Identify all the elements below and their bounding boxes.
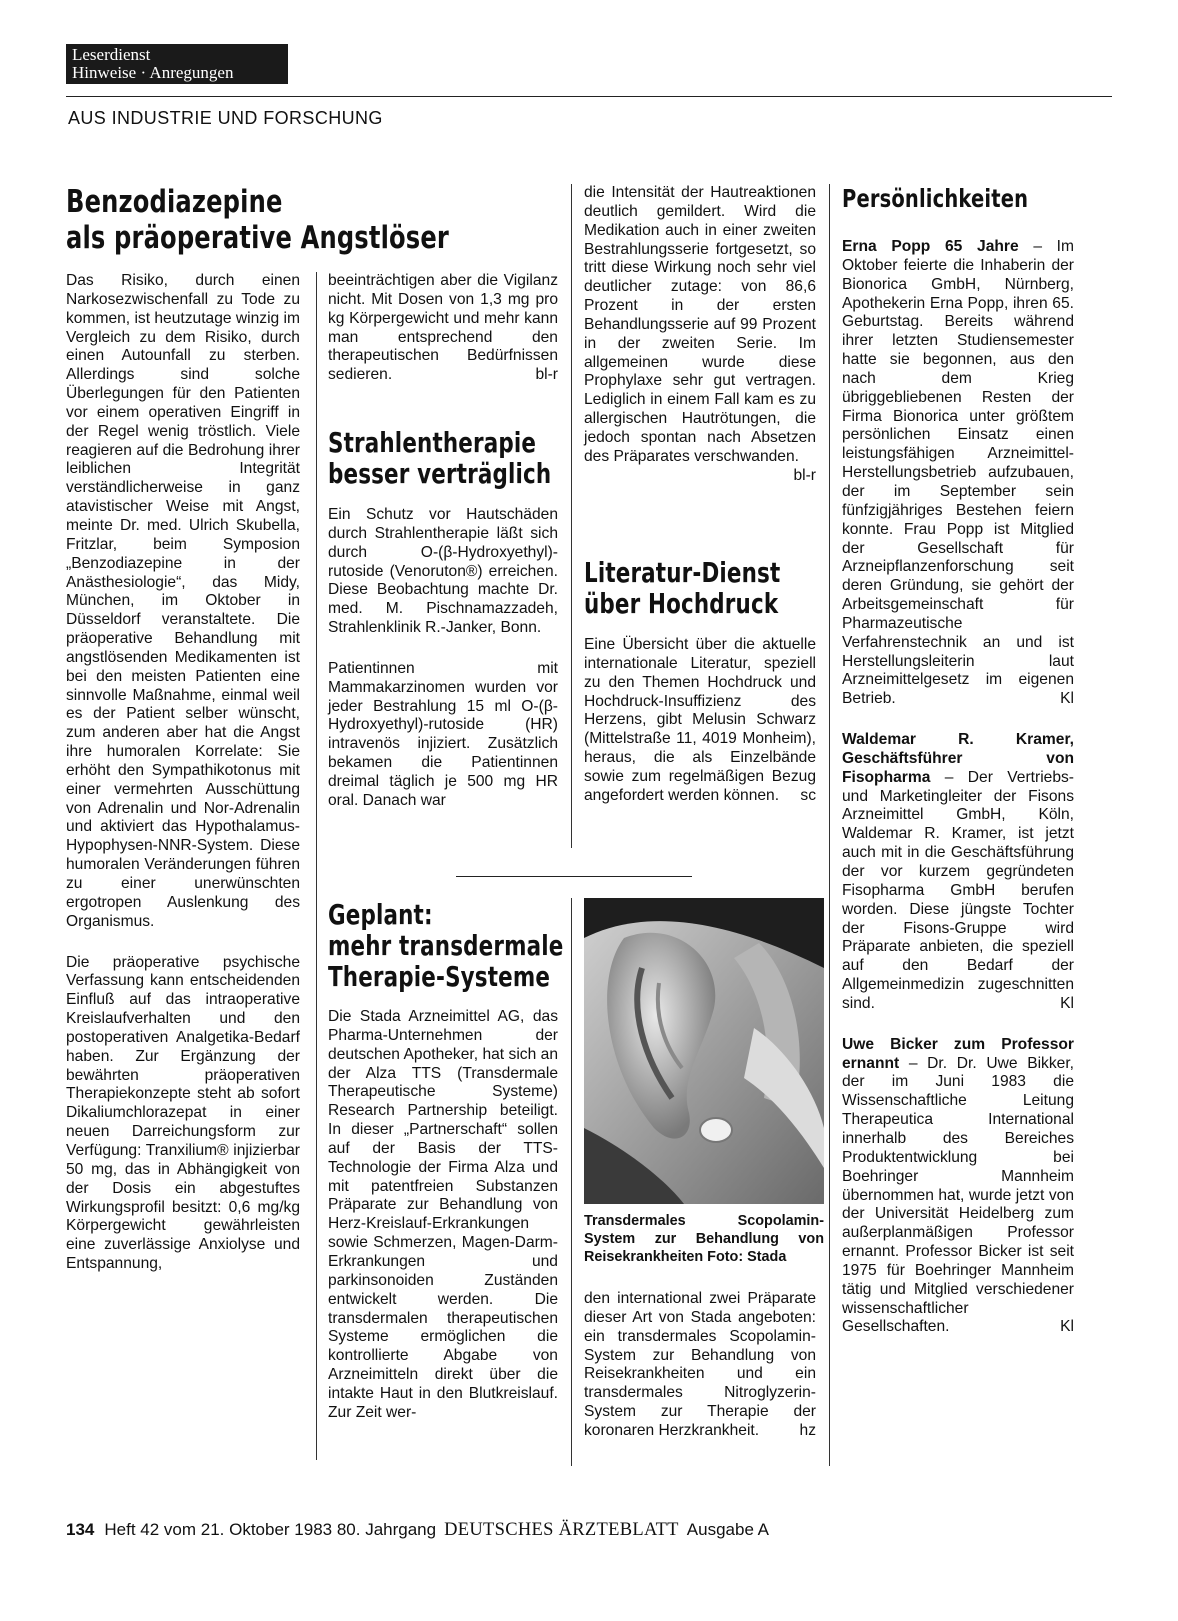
issue-info: Heft 42 vom 21. Oktober 1983 80. Jahrgang	[104, 1520, 437, 1539]
edition-label: Ausgabe A	[686, 1520, 770, 1539]
column-rule	[829, 184, 830, 1466]
column-3-literatur	[584, 636, 816, 806]
journal-name: DEUTSCHES ÄRZTEBLATT	[444, 1520, 679, 1540]
masthead-line2: Hinweise · Anregungen	[72, 63, 234, 82]
article-title-geplant: Geplant: mehr transdermale Therapie-Systeme	[328, 899, 564, 993]
author-signature: bl-r	[535, 366, 558, 384]
section-label: AUS INDUSTRIE UND FORSCHUNG	[68, 108, 383, 128]
column-3-geplant	[584, 1290, 816, 1441]
article-title-benzodiazepine: Benzodiazepine als präoperative Angstlöser	[66, 184, 449, 256]
paragraph: die Intensität der Hautreaktionen deutlich gemildert. Wird die Medikation auch in einer zweiten Bestrahlungsserie fortgesetzt, so tritt diese Wirkung noch sehr viel deutlicher zutage: von 86,6 Prozent in der ersten Behandlungsserie auf 99 Prozent in der zweiten Serie. Im allgemeinen wurde diese Prophylaxe sehr gut vertragen. Lediglich in einem Fall kam es zu allergischen Hautrötungen, die jedoch spontan nach Absetzen des Präparates verschwanden. bl-r	[584, 184, 816, 484]
top-rule	[66, 96, 1112, 97]
page-footer	[66, 1520, 769, 1541]
author-signature: bl-r	[793, 466, 816, 484]
article-divider	[456, 876, 692, 877]
paragraph: den international zwei Präparate dieser Art von Stada angeboten: ein transdermales Scopolamin-System zur Behandlung von Reisekrankheiten und ein transdermales Nitroglyzerin-System zur Therapie der koronaren Herzkrankheit. hz	[584, 1290, 816, 1439]
paragraph: Die präoperative psychische Verfassung kann entscheidenden Einfluß auf das intraoperative Kreislaufverhalten und den postoperativen Analgetika-Bedarf haben. Zur Ergänzung der bewährten präoperativen Therapiekonzepte steht ab sofort Dikaliumchlorazepat in einer neuen Darreichungsform zur Verfügung: Tranxilium® injizierbar 50 mg, das in Abhängigkeit von der Dosis ein abgestuftes Wirkungsprofil besitzt: 0,6 mg/kg Körpergewicht gewährleisten eine zuverlässige Anxiolyse und Entspannung,	[66, 953, 300, 1273]
column-1	[66, 272, 300, 1274]
author-signature: Kl	[1060, 690, 1074, 708]
column-2-top	[328, 272, 558, 385]
paragraph: Das Risiko, durch einen Narkosezwischenfall zu Tode zu kommen, ist heutzutage winzig im Vergleich zu dem Risiko, durch einen Autounfall zu sterben. Allerdings sind solche Überlegungen für den Patienten vor einem operativen Eingriff in der Regel wenig tröstlich. Viele reagieren auf die Bedrohung ihrer leiblichen Integrität verständlicherweise in ganz atavistischer Weise mit Angst, meinte Dr. med. Ulrich Skubella, Fritzlar, beim Symposion „Benzodiazepine in der Anästhesiologie“, das Midy, München, im Oktober in Düsseldorf veranstaltete. Die präoperative Behandlung mit angstlösenden Medikamenten ist bei den meisten Patienten eine sinnvolle Maßnahme, einmal weil es der Patient selber wünscht, zum anderen aber hat die Angst ihre humoralen Korrelate: Sie erhöht den Sympathikotonus mit einer vermehrten Ausschüttung von Adrenalin und Nor-Adrenalin und aktiviert das Hypothalamus-Hypophysen-NNR-System. Diese humoralen Veränderungen führen zu einer unerwünschten ergotropen Auslenkung des Organismus.	[66, 272, 301, 930]
page-number: 134	[66, 1520, 95, 1539]
paragraph: Ein Schutz vor Hautschäden durch Strahlentherapie läßt sich durch O-(β-Hydroxyethyl)-rutoside (Venoruton®) erreichen. Diese Beobachtung machte Dr. med. M. Pischnamazzadeh, Strahlenklinik R.-Janker, Bonn.	[328, 506, 558, 637]
person-item-lead: Waldemar R. Kramer, Geschäftsführer von Fisopharma	[842, 731, 1074, 786]
author-signature: hz	[799, 1421, 816, 1439]
paragraph: Die Stada Arzneimittel AG, das Pharma-Unternehmen der deutschen Apotheker, hat sich an der Alza TTS (Transdermale Therapeutische Systeme) Research Partnership beteiligt. In dieser „Partnerschaft“ sollen auf der Basis der TTS-Technologie der Firma Alza und mit patentfreien Substanzen Präparate zur Behandlung von Herz-Kreislauf-Erkrankungen sowie Schmerzen, Magen-Darm-Erkrankungen und parkinsonoiden Zuständen entwickelt werden. Die transdermalen therapeutischen Systeme ermöglichen die kontrollierte Abgabe von Arzneimitteln direkt über die intakte Haut in den Blutkreislauf. Zur Zeit wer-	[328, 1008, 558, 1421]
photo-ear-patch	[584, 898, 824, 1204]
person-item-lead: Uwe Bicker zum Professor ernannt	[842, 1035, 1074, 1072]
column-2-strahlentherapie	[328, 506, 558, 811]
author-signature: sc	[800, 786, 816, 804]
article-title-literatur: Literatur-Dienst über Hochdruck	[584, 557, 781, 620]
column-rule	[571, 184, 572, 848]
person-item-lead: Erna Popp 65 Jahre	[842, 238, 1019, 255]
article-title-strahlentherapie: Strahlentherapie besser verträglich	[328, 427, 552, 490]
column-2-geplant	[328, 1008, 558, 1423]
column-rule	[316, 272, 317, 1460]
person-item: Uwe Bicker zum Professor ernannt – Dr. Dr. Uwe Bikker, der im Juni 1983 die Wissenschaftliche Leitung Therapeutica International innerhalb des Bereiches Produktentwicklung bei Boehringer Mannheim übernommen hat, wurde jetzt von der Universität Heidelberg zum außerplanmäßigen Professor ernannt. Professor Bicker ist seit 1975 für Boehringer Mannheim tätig und Mitglied verschiedener wissenschaftlicher Gesellschaften. Kl	[842, 1035, 1074, 1336]
column-3-top	[584, 184, 816, 486]
article-title-persoenlichkeiten: Persönlichkeiten	[842, 184, 1029, 213]
ear-photo-illustration	[584, 898, 824, 1204]
paragraph: Patientinnen mit Mammakarzinomen wurden vor jeder Bestrahlung 15 ml O-(β-Hydroxyethyl)-rutoside (HR) intravenös injiziert. Zusätzlich bekamen die Patientinnen dreimal täglich je 500 mg HR oral. Danach war	[328, 659, 558, 809]
paragraph: Eine Übersicht über die aktuelle internationale Literatur, speziell zu den Themen Hochdruck und Hochdruck-Insuffizienz des Herzens, gibt Melusin Schwarz (Mittelstraße 11, 4019 Monheim), heraus, die als Einzelbände sowie zum regelmäßigen Bezug angefordert werden können. sc	[584, 636, 816, 804]
column-rule	[571, 898, 572, 1466]
person-item: Waldemar R. Kramer, Geschäftsführer von Fisopharma – Der Vertriebs- und Marketingleiter der Fisons Arzneimittel GmbH, Köln, Waldemar R. Kramer, ist jetzt auch mit in die Geschäftsführung der vor kurzem gegründeten Fisopharma GmbH berufen worden. Diese jüngste Tochter der Fisons-Gruppe wird Präparate anbieten, die speziell auf den Bedarf der Allgemeinmedizin zugeschnitten sind. Kl	[842, 731, 1074, 1012]
column-4	[842, 238, 1074, 1337]
author-signature: Kl	[1060, 994, 1074, 1012]
author-signature: Kl	[1060, 1318, 1074, 1336]
paragraph: beeinträchtigen aber die Vigilanz nicht. Mit Dosen von 1,3 mg pro kg Körpergewicht und mehr kann man entsprechend den therapeutischen Bedürfnissen sedieren. bl-r	[328, 272, 558, 384]
person-item: Erna Popp 65 Jahre – Im Oktober feierte die Inhaberin der Bionorica GmbH, Nürnberg, Apothekerin Erna Popp, ihren 65. Geburtstag. Bereits während ihrer letzten Studiensemester hatte sie begonnen, aus den nach dem Krieg übriggebliebenen Resten der Firma Bionorica unter größtem persönlichen Einsatz einen leistungsfähigen Arzneimittel-Herstellungsbetrieb aufzubauen, der im September sein fünfzigjähriges Bestehen feiern konnte. Frau Popp ist Mitglied der Gesellschaft für Arzneipflanzenforschung seit deren Gründung, sie gehört der Arbeitsgemeinschaft für Pharmazeutische Verfahrenstechnik an und ist Herstellungsleiterin laut Arzneimittelgesetz im eigenen Betrieb. Kl	[842, 238, 1074, 708]
photo-caption: Transdermales Scopolamin-System zur Behandlung von Reisekrankheiten Foto: Stada	[584, 1213, 824, 1265]
masthead-line1: Leserdienst	[72, 45, 151, 64]
masthead-badge	[66, 44, 288, 84]
